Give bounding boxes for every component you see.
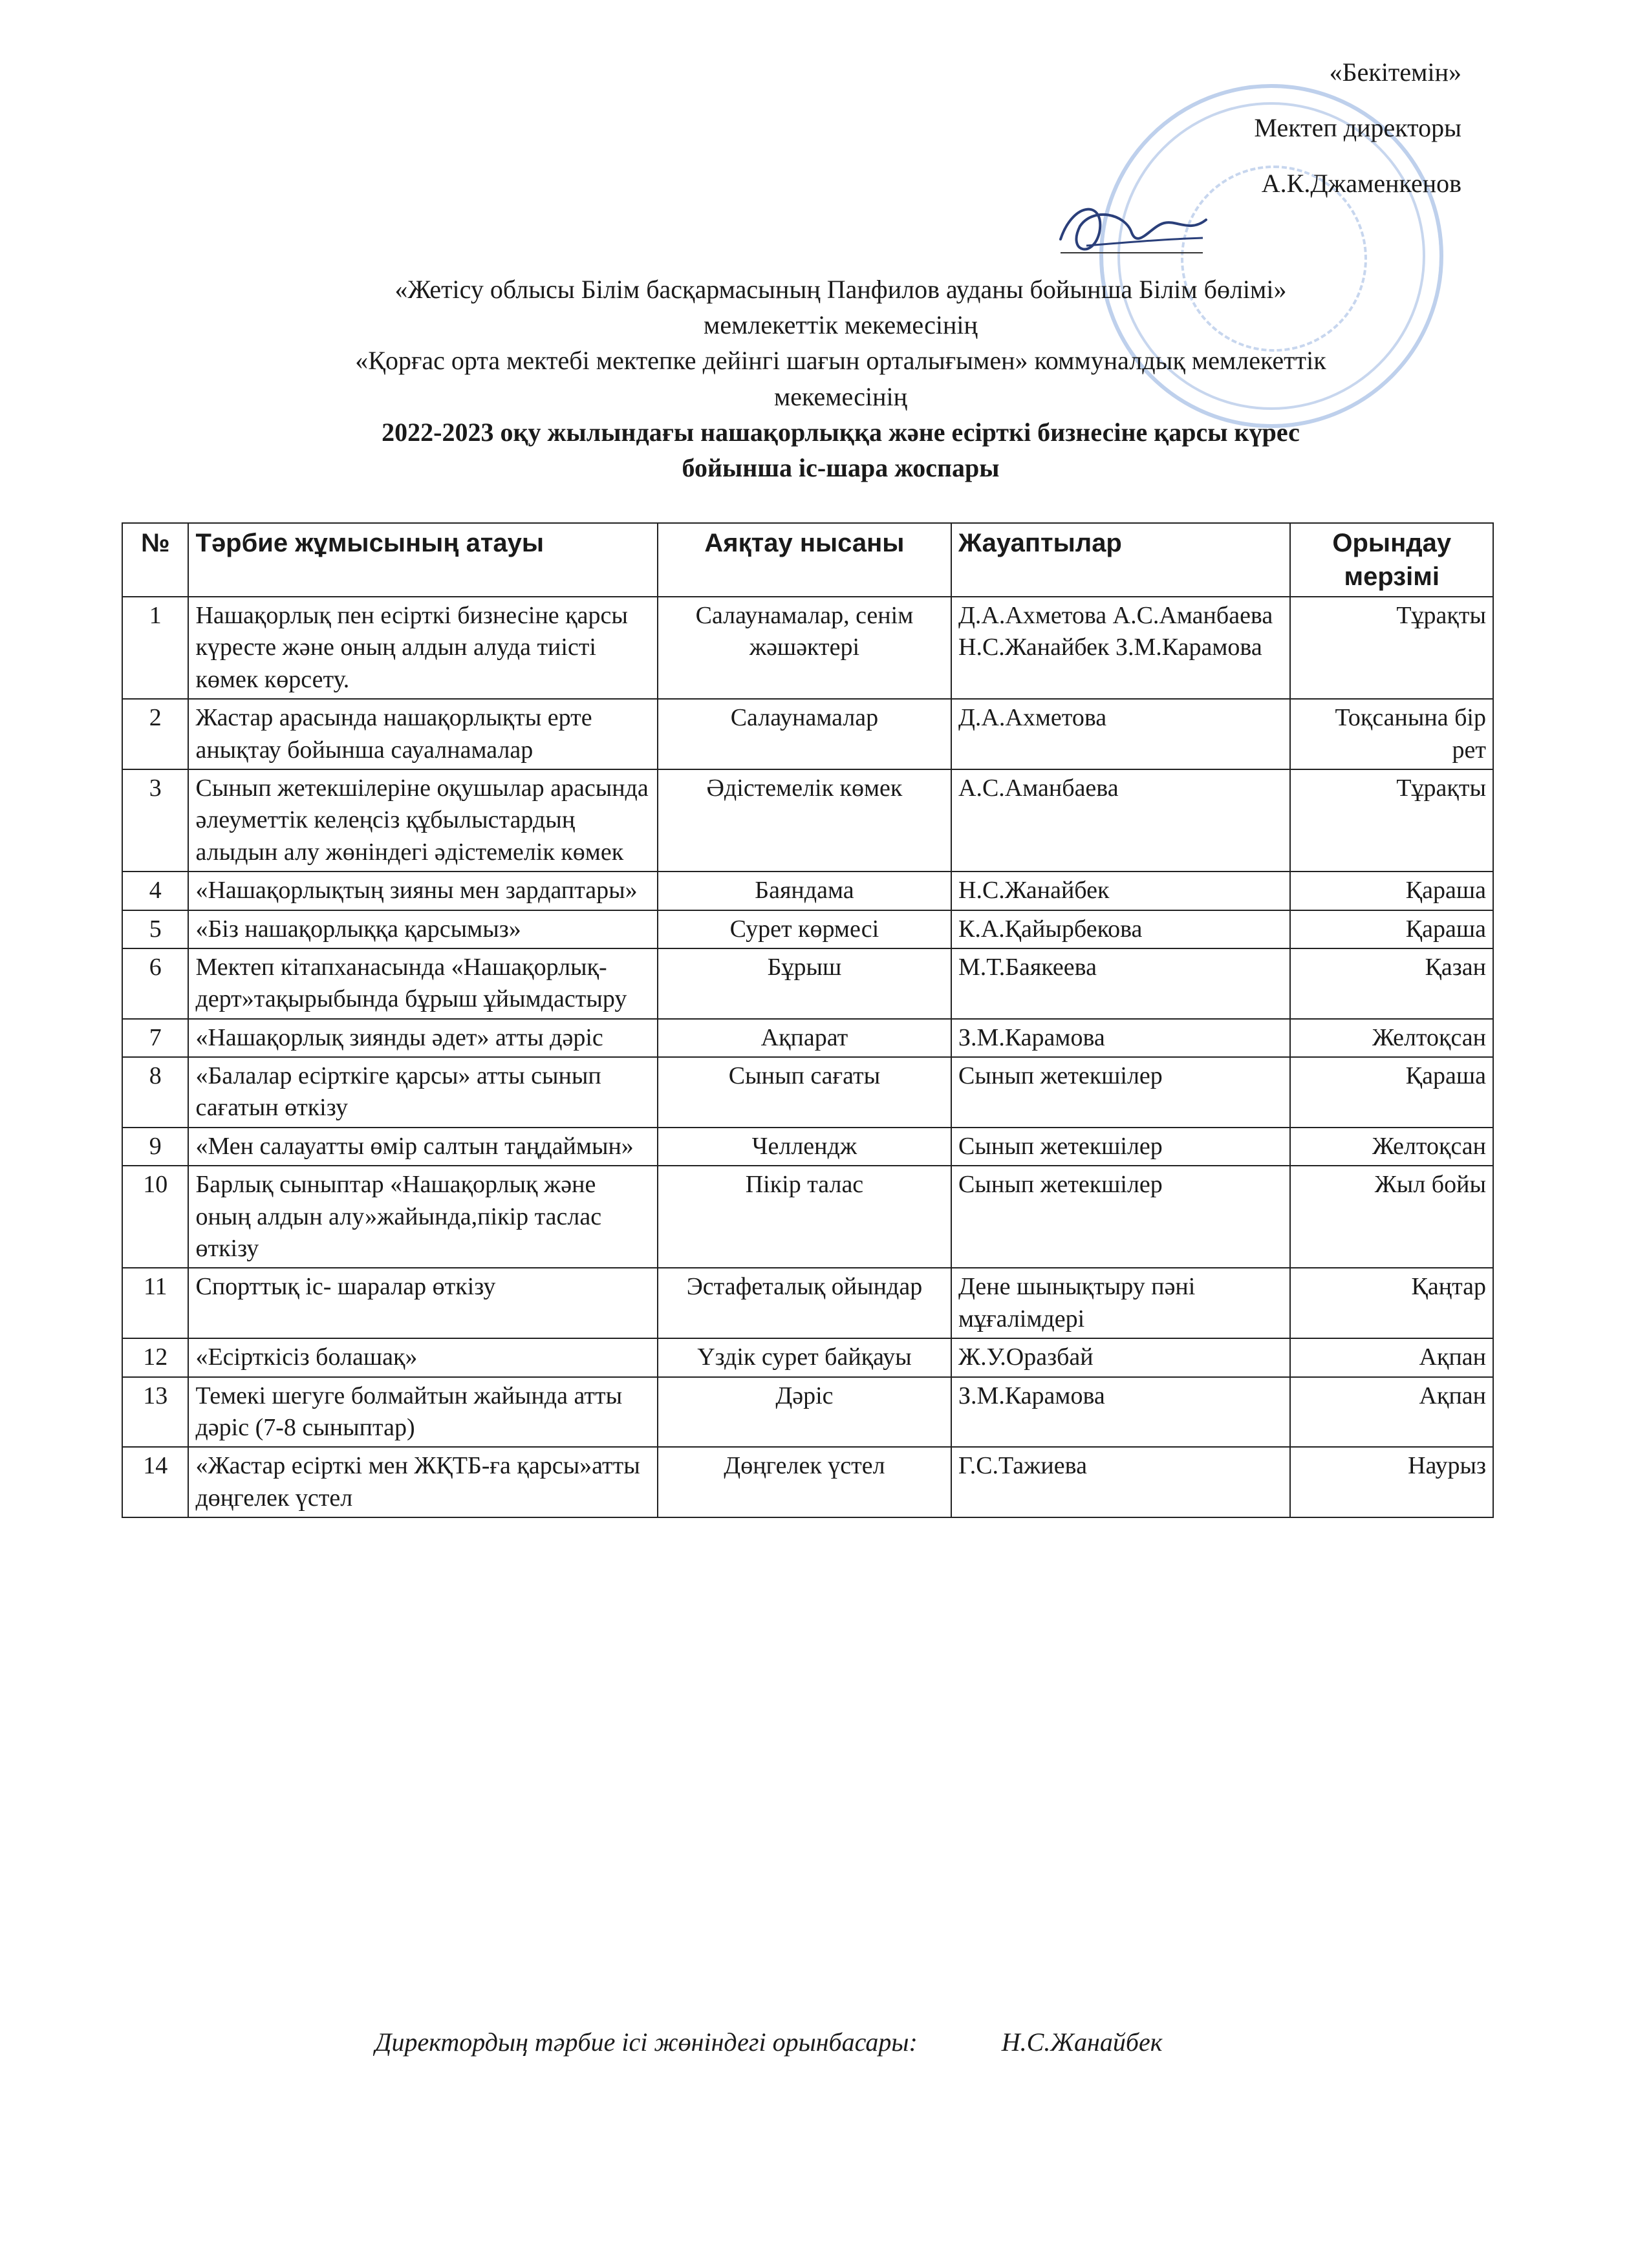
- cell-form: Челлендж: [658, 1128, 951, 1166]
- cell-title: Сынып жетекшілеріне оқушылар арасында әлеуметтік келеңсіз құбылыстардың алыдын алу жөніндегі әдістемелік көмек: [188, 769, 657, 872]
- footer-name: Н.С.Жанайбек: [1001, 2027, 1163, 2057]
- cell-number: 6: [122, 948, 188, 1019]
- cell-form: Салаунамалар: [658, 699, 951, 769]
- activity-plan-table: [122, 522, 1494, 1518]
- col-header-form: Аяқтау нысаны: [658, 523, 951, 597]
- cell-form: Салаунамалар, сенім жәшәктері: [658, 597, 951, 699]
- cell-deadline: Тұрақты: [1290, 597, 1493, 699]
- cell-responsible: А.С.Аманбаева: [951, 769, 1290, 872]
- header-department: «Жетісу облысы Білім басқармасының Панфилов ауданы бойынша Білім бөлімі»: [394, 275, 1287, 304]
- cell-deadline: Қараша: [1290, 872, 1493, 910]
- cell-form: Сурет көрмесі: [658, 910, 951, 948]
- cell-deadline: Ақпан: [1290, 1338, 1493, 1376]
- cell-title: Мектеп кітапханасында «Нашақорлық-дерт»тақырыбында бұрыш ұйымдастыру: [188, 948, 657, 1019]
- cell-title: «Балалар есірткіге қарсы» атты сынып сағатын өткізу: [188, 1057, 657, 1128]
- cell-title: «Нашақорлық зиянды әдет» атты дәріс: [188, 1019, 657, 1057]
- cell-title: Жастар арасында нашақорлықты ерте анықтау бойынша сауалнамалар: [188, 699, 657, 769]
- document-footer: [375, 2027, 1162, 2057]
- cell-number: 2: [122, 699, 188, 769]
- table-row: [122, 597, 1493, 699]
- cell-deadline: Наурыз: [1290, 1447, 1493, 1517]
- header-institution-type: мемлекеттік мекемесінің: [704, 310, 978, 340]
- cell-form: Сынып сағаты: [658, 1057, 951, 1128]
- cell-form: Баяндама: [658, 872, 951, 910]
- header-institution-type-2: мекемесінің: [773, 381, 908, 411]
- cell-number: 4: [122, 872, 188, 910]
- table-row: [122, 1166, 1493, 1268]
- cell-title: «Мен салауатты өмір салтын таңдаймын»: [188, 1128, 657, 1166]
- header-school-name: «Қорғас орта мектебі мектепке дейінгі шағын орталығымен» коммуналдық мемлекеттік: [355, 346, 1326, 376]
- cell-form: Эстафеталық ойындар: [658, 1268, 951, 1338]
- table-row: [122, 1338, 1493, 1376]
- cell-form: Дәріс: [658, 1377, 951, 1448]
- cell-title: Темекі шегуге болмайтын жайында атты дәріс (7-8 сыныптар): [188, 1377, 657, 1448]
- footer-role: Директордың тәрбие ісі жөніндегі орынбасары:: [375, 2027, 918, 2057]
- cell-number: 9: [122, 1128, 188, 1166]
- cell-deadline: Тұрақты: [1290, 769, 1493, 872]
- table-row: [122, 1447, 1493, 1517]
- cell-deadline: Қараша: [1290, 910, 1493, 948]
- cell-responsible: Д.А.Ахметова: [951, 699, 1290, 769]
- cell-form: Ақпарат: [658, 1019, 951, 1057]
- cell-form: Әдістемелік көмек: [658, 769, 951, 872]
- cell-deadline: Қазан: [1290, 948, 1493, 1019]
- table-row: [122, 1019, 1493, 1057]
- cell-responsible: З.М.Карамова: [951, 1377, 1290, 1448]
- col-header-responsible: Жауаптылар: [951, 523, 1290, 597]
- cell-responsible: Г.С.Тажиева: [951, 1447, 1290, 1517]
- cell-responsible: Дене шынықтыру пәні мұғалімдері: [951, 1268, 1290, 1338]
- cell-title: Нашақорлық пен есірткі бизнесіне қарсы күресте және оның алдын алуда тиісті көмек көрсету.: [188, 597, 657, 699]
- cell-number: 10: [122, 1166, 188, 1268]
- table-header-row: [122, 523, 1493, 597]
- approval-position: Мектеп директоры: [1254, 113, 1461, 142]
- cell-number: 1: [122, 597, 188, 699]
- cell-number: 11: [122, 1268, 188, 1338]
- cell-deadline: Ақпан: [1290, 1377, 1493, 1448]
- cell-number: 8: [122, 1057, 188, 1128]
- cell-title: «Нашақорлықтың зияны мен зардаптары»: [188, 872, 657, 910]
- cell-responsible: З.М.Карамова: [951, 1019, 1290, 1057]
- cell-deadline: Қаңтар: [1290, 1268, 1493, 1338]
- cell-number: 7: [122, 1019, 188, 1057]
- table-row: [122, 1128, 1493, 1166]
- table-row: [122, 1268, 1493, 1338]
- cell-responsible: Сынып жетекшілер: [951, 1057, 1290, 1128]
- document-title-2: бойынша іс-шара жоспары: [682, 453, 1000, 482]
- cell-deadline: Қараша: [1290, 1057, 1493, 1128]
- approval-approved-label: «Бекітемін»: [1329, 58, 1461, 87]
- cell-responsible: М.Т.Баякеева: [951, 948, 1290, 1019]
- cell-deadline: Желтоқсан: [1290, 1019, 1493, 1057]
- cell-title: «Есірткісіз болашақ»: [188, 1338, 657, 1376]
- cell-title: Барлық сыныптар «Нашақорлық және оның алдын алу»жайында,пікір таслас өткізу: [188, 1166, 657, 1268]
- cell-number: 3: [122, 769, 188, 872]
- cell-form: Пікір талас: [658, 1166, 951, 1268]
- approval-block: [1254, 59, 1461, 226]
- table-row: [122, 769, 1493, 872]
- cell-responsible: Д.А.Ахметова А.С.Аманбаева Н.С.Жанайбек З.М.Карамова: [951, 597, 1290, 699]
- table-row: [122, 910, 1493, 948]
- cell-form: Үздік сурет байқауы: [658, 1338, 951, 1376]
- cell-number: 13: [122, 1377, 188, 1448]
- table-row: [122, 1377, 1493, 1448]
- cell-deadline: Тоқсанына бір рет: [1290, 699, 1493, 769]
- table-row: [122, 872, 1493, 910]
- cell-responsible: Сынып жетекшілер: [951, 1128, 1290, 1166]
- cell-title: «Біз нашақорлыққа қарсымыз»: [188, 910, 657, 948]
- cell-number: 14: [122, 1447, 188, 1517]
- cell-responsible: К.А.Қайырбекова: [951, 910, 1290, 948]
- col-header-number: №: [122, 523, 188, 597]
- cell-deadline: Жыл бойы: [1290, 1166, 1493, 1268]
- cell-number: 5: [122, 910, 188, 948]
- cell-title: Спорттық іс- шаралар өткізу: [188, 1268, 657, 1338]
- cell-responsible: Ж.У.Оразбай: [951, 1338, 1290, 1376]
- table-row: [122, 948, 1493, 1019]
- table-row: [122, 1057, 1493, 1128]
- cell-title: «Жастар есірткі мен ЖҚТБ-ға қарсы»атты дөңгелек үстел: [188, 1447, 657, 1517]
- signature-line: [1061, 252, 1203, 253]
- document-header: [129, 272, 1552, 486]
- col-header-deadline: Орындау мерзімі: [1290, 523, 1493, 597]
- approval-director-name: А.К.Джаменкенов: [1261, 169, 1461, 198]
- cell-form: Дөңгелек үстел: [658, 1447, 951, 1517]
- cell-responsible: Сынып жетекшілер: [951, 1166, 1290, 1268]
- table-row: [122, 699, 1493, 769]
- cell-responsible: Н.С.Жанайбек: [951, 872, 1290, 910]
- cell-deadline: Желтоқсан: [1290, 1128, 1493, 1166]
- document-title: 2022-2023 оқу жылындағы нашақорлыққа және есірткі бизнесіне қарсы күрес: [382, 417, 1300, 447]
- col-header-title: Тәрбие жұмысының атауы: [188, 523, 657, 597]
- director-signature: [1048, 187, 1216, 265]
- cell-number: 12: [122, 1338, 188, 1376]
- cell-form: Бұрыш: [658, 948, 951, 1019]
